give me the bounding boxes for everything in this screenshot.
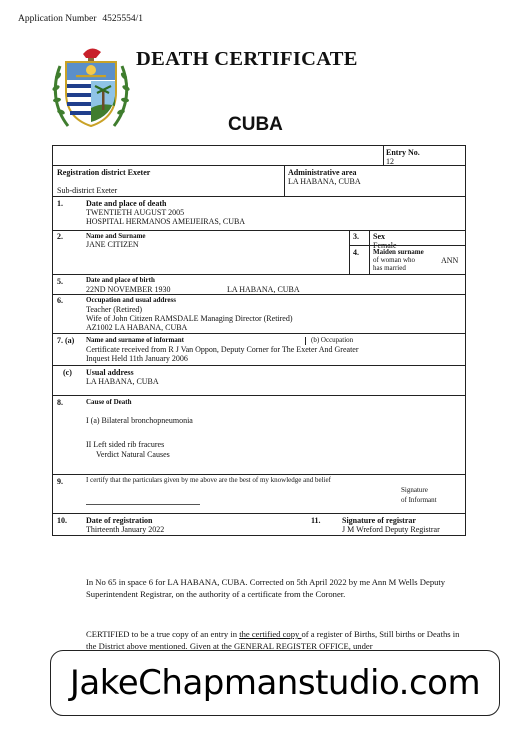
rule — [369, 230, 370, 274]
section-number: 6. — [57, 296, 63, 305]
section-number: 9. — [57, 477, 63, 486]
rule — [284, 165, 285, 196]
cause-label: Cause of Death — [86, 398, 132, 406]
rule — [53, 474, 465, 475]
informant-line: Inquest Held 11th January 2006 — [86, 354, 188, 363]
rule — [53, 395, 465, 396]
death-place: HOSPITAL HERMANOS AMEIJEIRAS, CUBA — [86, 217, 246, 226]
rule — [349, 245, 465, 246]
certified-text — [86, 629, 471, 652]
section-number: 2. — [57, 232, 63, 241]
document-title: DEATH CERTIFICATE — [136, 48, 358, 70]
maiden-label-line: has married — [373, 264, 406, 272]
maiden-value: ANN — [441, 256, 459, 265]
application-number-value: 4525554/1 — [102, 14, 143, 24]
birth-date: 22ND NOVEMBER 1930 — [86, 284, 171, 294]
certificate-form — [52, 145, 466, 536]
registration-date-label: Date of registration — [86, 516, 153, 525]
cause-line: I (a) Bilateral bronchopneumonia — [86, 416, 193, 425]
usual-address-label: Usual address — [86, 368, 134, 377]
maiden-label: Maiden surname — [373, 248, 424, 256]
rule — [53, 513, 465, 514]
rule — [53, 196, 465, 197]
address-line: AZ1002 LA HABANA, CUBA — [86, 323, 188, 332]
declaration-text: I certify that the particulars given by me above are the best of my knowledge and belief — [86, 476, 331, 484]
sex-value: Female — [373, 241, 397, 250]
informant-line: Certificate received from R J Van Oppon, Deputy Corner for The Exeter And Greater — [86, 345, 359, 354]
entry-value: 12 — [386, 157, 394, 166]
signature-label: Signature — [401, 486, 428, 494]
usual-address-value: LA HABANA, CUBA — [86, 377, 159, 386]
certified-text-underlined: the certified copy — [239, 629, 302, 639]
sub-district: Sub-district Exeter — [57, 186, 118, 195]
certified-text-part: CERTIFIED to be a true copy of an entry in — [86, 629, 240, 639]
entry-label: Entry No. — [386, 148, 420, 157]
registrar-value: J M Wreford Deputy Registrar — [342, 525, 440, 534]
country-title: CUBA — [228, 114, 283, 135]
death-label: Date and place of death — [86, 199, 167, 208]
application-number: Application Number 4525554/1 — [18, 14, 143, 24]
rule — [53, 365, 465, 366]
section-number: 8. — [57, 398, 63, 407]
section-number: 4. — [353, 248, 359, 257]
watermark-banner: JakeChapmanstudio.com — [50, 650, 500, 716]
rule — [53, 274, 465, 275]
rule — [53, 165, 465, 166]
verdict: Verdict Natural Causes — [96, 450, 170, 459]
registration-date-value: Thirteenth January 2022 — [86, 525, 165, 534]
rule — [53, 333, 465, 334]
section-number: 1. — [57, 199, 63, 208]
section-number: 7. (a) — [57, 336, 75, 345]
section-number: 10. — [57, 516, 67, 525]
cuba-coat-of-arms-icon — [50, 46, 132, 130]
occupation-line: Wife of John Citizen RAMSDALE Managing Director (Retired) — [86, 314, 293, 323]
birth-place: LA HABANA, CUBA — [227, 284, 300, 294]
name-label: Name and Surname — [86, 232, 146, 240]
section-number: (c) — [63, 368, 72, 377]
informant-label: Name and surname of informant — [86, 336, 184, 344]
admin-area-value: LA HABANA, CUBA — [288, 177, 361, 186]
registrar-label: Signature of registrar — [342, 516, 416, 525]
rule — [383, 146, 384, 165]
section-number: 11. — [311, 516, 321, 525]
informant-occupation-label: (b) Occupation — [311, 336, 354, 344]
rule — [349, 230, 350, 274]
birth-label: Date and place of birth — [86, 276, 155, 284]
rule — [53, 230, 465, 231]
rule — [305, 337, 306, 345]
correction-note: In No 65 in space 6 for LA HABANA, CUBA. Corrected on 5th April 2022 by me Ann M Wells Deputy Superintendent Registrar, on the authority of a certificate from the Coroner. — [86, 577, 446, 599]
maiden-label-line: of woman who — [373, 256, 415, 264]
sex-label: Sex — [373, 232, 385, 241]
section-number: 5. — [57, 277, 63, 286]
registration-district: Registration district Exeter — [57, 168, 151, 177]
signature-label: of Informant — [401, 496, 437, 504]
certified-text-part: of a register of Births, Still births or Deaths in the District above mentioned. Given at the GENERAL REGISTER OFFICE, under — [86, 629, 460, 651]
death-date: TWENTIETH AUGUST 2005 — [86, 208, 185, 217]
signature-line — [86, 504, 200, 505]
occupation-label: Occupation and usual address — [86, 296, 176, 304]
cause-line: II Left sided rib fracures — [86, 440, 165, 449]
name-value: JANE CITIZEN — [86, 240, 139, 249]
occupation-line: Teacher (Retired) — [86, 305, 143, 314]
admin-area-label: Administrative area — [288, 168, 357, 177]
section-number: 3. — [353, 232, 359, 241]
rule — [53, 294, 465, 295]
